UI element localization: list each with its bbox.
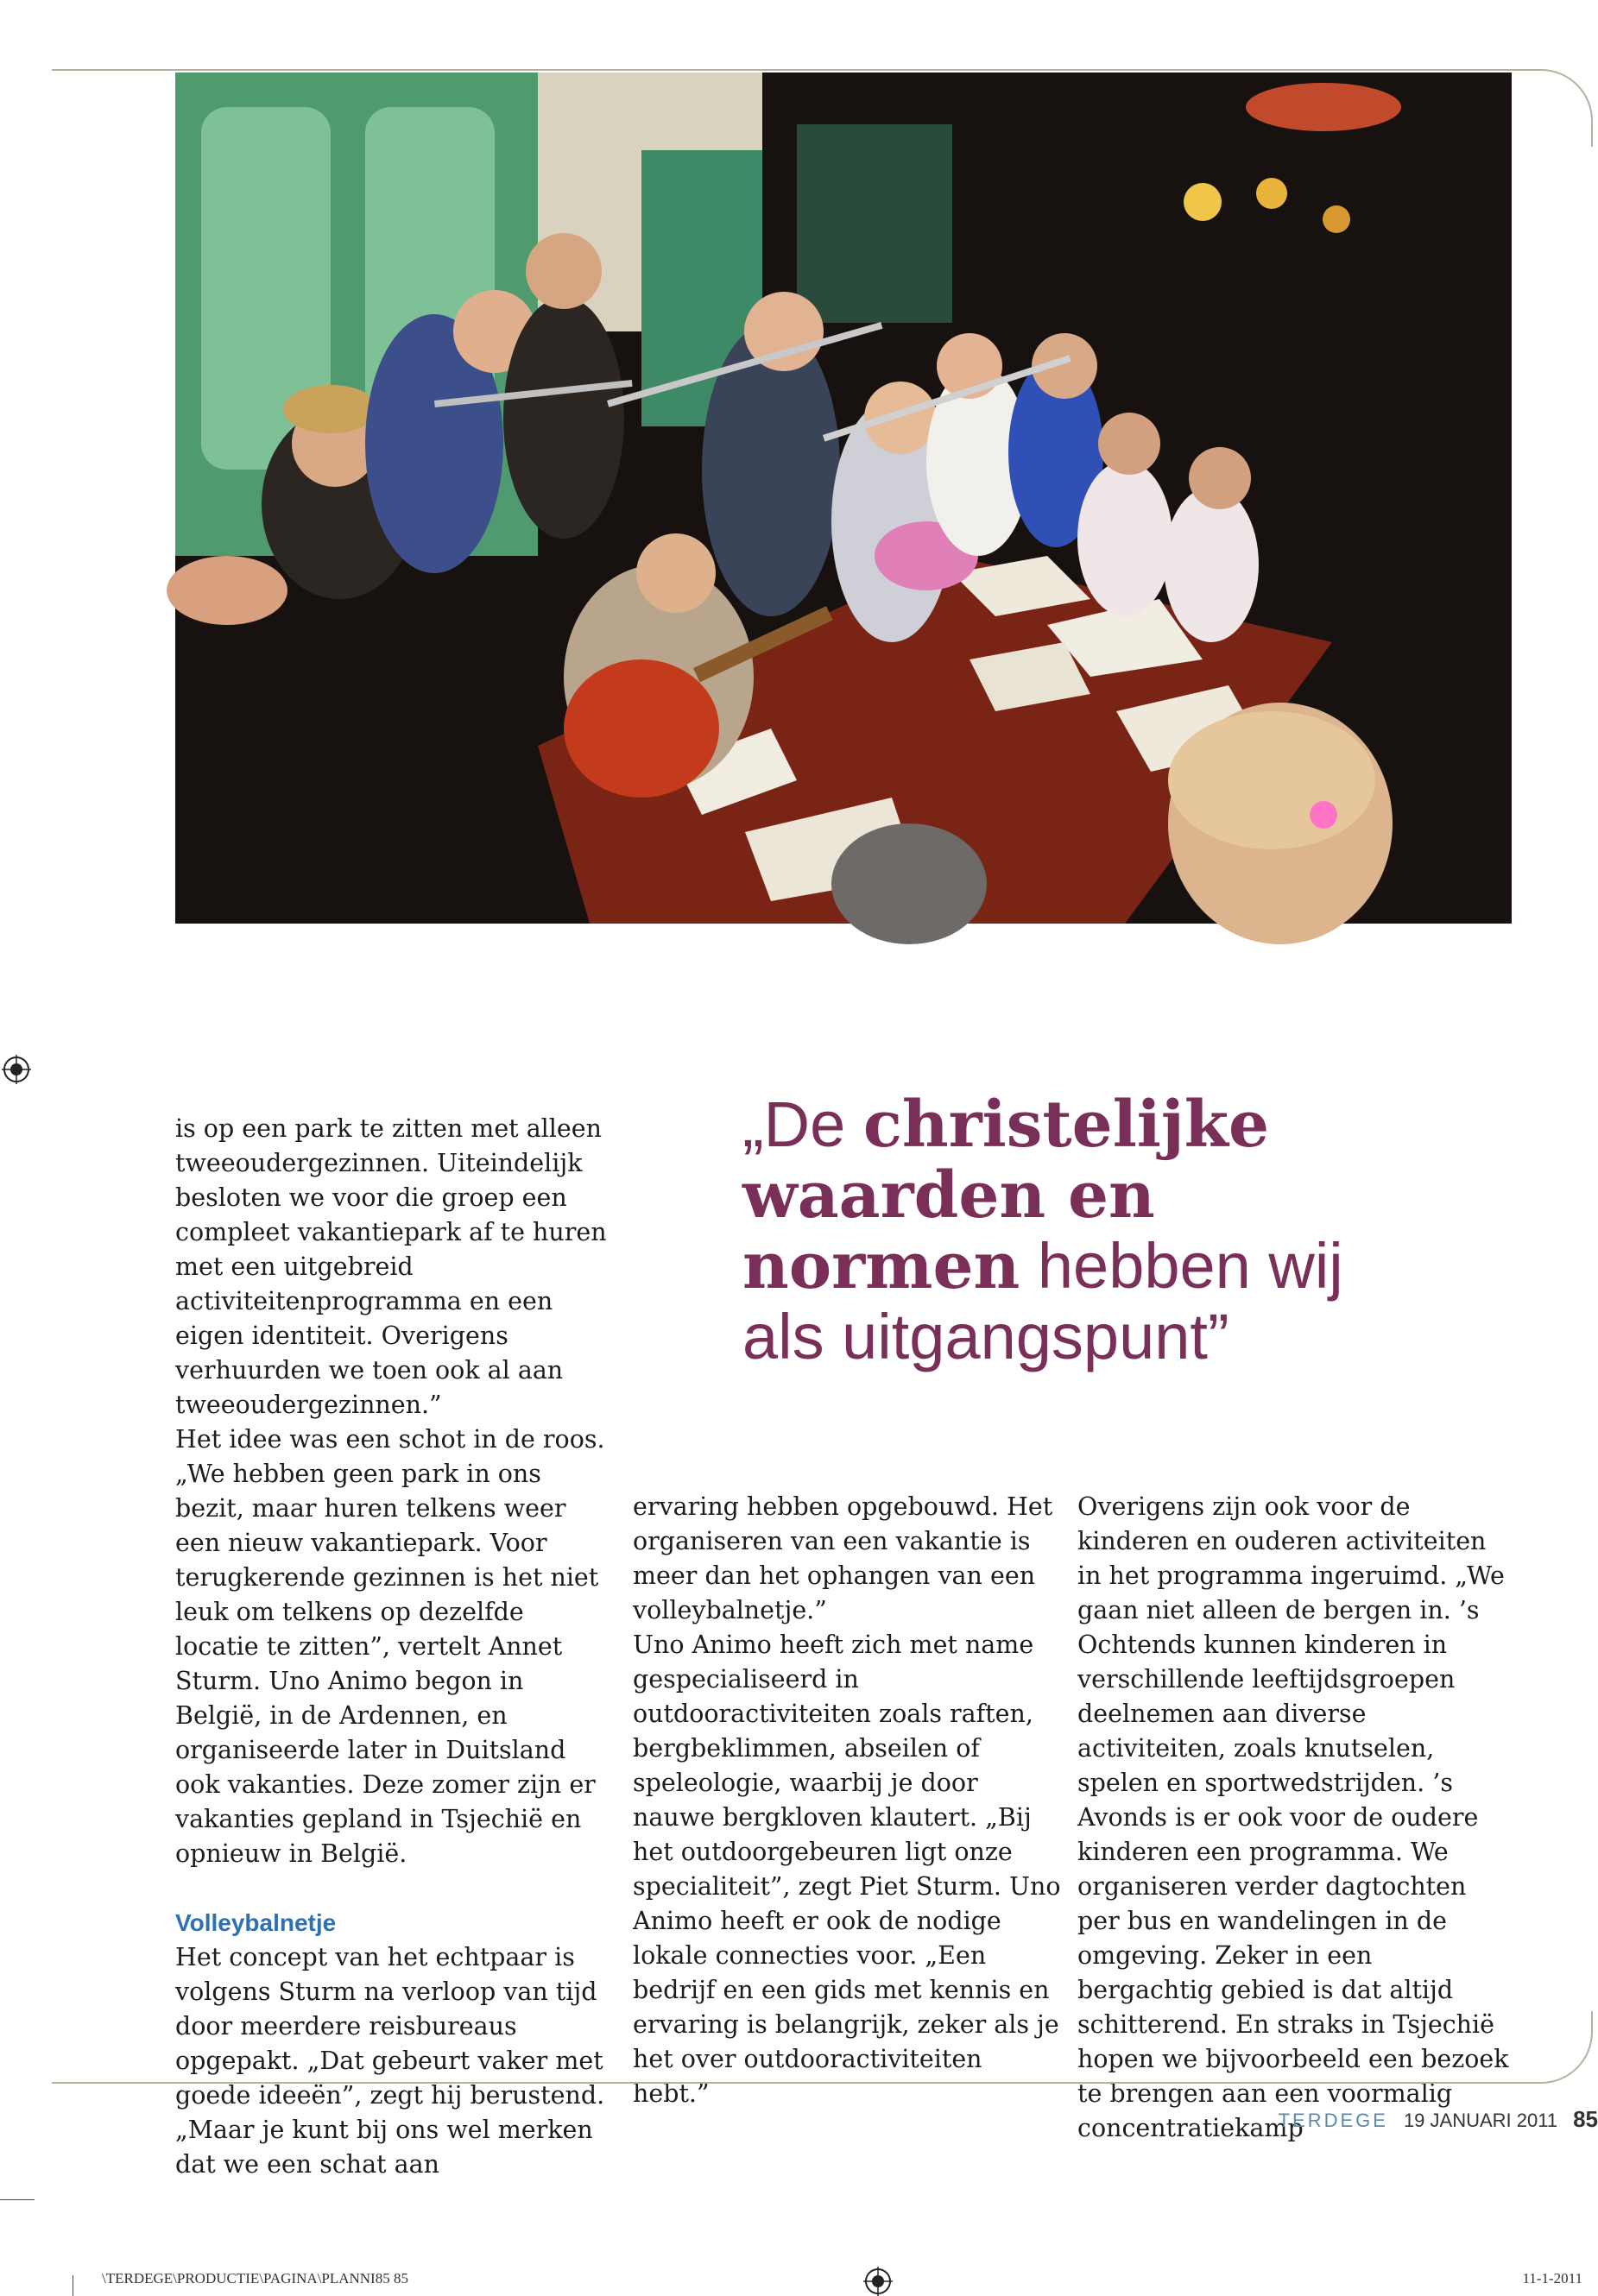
slug-date: 11-1-2011 [1522,2270,1582,2287]
pull-quote [742,1089,1399,1372]
slug-path: \TERDEGE\PRODUCTIE\PAGINA\PLANNI85 85 [102,2270,408,2287]
page-footer [1278,2106,1598,2141]
pull-quote-rest: hebben wij als uitgangspunt” [742,1230,1343,1372]
page-number: 85 [1573,2106,1598,2132]
pull-quote-open: „De [742,1088,863,1160]
subheading: Volleybalnetje [175,1909,337,1936]
column-3-paragraph: Overigens zijn ook voor de kinderen en ouderen activiteiten in het programma ingeruimd. „We gaan niet alleen de bergen in. ’s Ochtends kunnen kinderen in verschillende leeftijdsgroepen deelnemen aan diverse activiteiten, zoals knutselen, spelen en sportwedstrijden. ’s Avonds is er ook voor de oudere kinderen een programma. We organiseren verder dagtochten per bus en wandelingen in de omgeving. Zeker in een bergachtig gebied is dat altijd schitterend. En straks in Tsjechië hopen we bijvoorbeeld een bezoek te brengen aan een voormalig concentratiekamp [1077,1492,1509,2142]
bottom-rule [52,2082,1537,2084]
column-1 [175,1112,607,2182]
column-1-paragraph: Het concept van het echtpaar is volgens Sturm na verloop van tijd door meerdere reisbureaus opgepakt. „Dat gebeurt vaker met goede ideeën”, zegt hij berustend. „Maar je kunt bij ons wel merken dat we een schat aan [175,1943,605,2179]
issue-date: 19 JANUARI 2011 [1403,2110,1558,2131]
column-2 [633,1490,1064,2111]
crop-mark [0,2199,35,2200]
article-photo [175,73,1512,924]
column-1-paragraph: Het idee was een schot in de roos. „We hebben geen park in ons bezit, maar huren telkens weer een nieuw vakantiepark. Voor terugkerende gezinnen is het niet leuk om telkens op dezelfde locatie te zitten”, vertelt Annet Sturm. Uno Animo begon in België, in de Ardennen, en organiseerde later in Duitsland ook vakanties. Deze zomer zijn er vakanties gepland in Tsjechië en opnieuw in België. [175,1425,605,1868]
column-2-paragraph: Uno Animo heeft zich met name gespecialiseerd in outdooractiviteiten zoals raften, bergbeklimmen, abseilen of speleologie, waarbij je door nauwe bergkloven klautert. „Bij het outdoorgebeuren ligt onze specialiteit”, zegt Piet Sturm. Uno Animo heeft er ook de nodige lokale connecties voor. „Een bedrijf en een gids met kennis en ervaring is belangrijk, zeker als je het over outdooractiviteiten hebt.” [633,1631,1061,2108]
registration-mark-icon [2,1055,31,1084]
magazine-name: TERDEGE [1278,2110,1388,2131]
top-corner-ornament [1532,69,1593,147]
photo-illustration [175,73,1512,924]
registration-mark-icon [863,2267,893,2296]
top-rule [52,69,1537,71]
bottom-corner-ornament [1532,2011,1593,2084]
column-2-paragraph: ervaring hebben opgebouwd. Het organiseren van een vakantie is meer dan het ophangen van een volleybalnetje.” [633,1492,1053,1624]
column-1-paragraph: is op een park te zitten met alleen tweeoudergezinnen. Uiteindelijk besloten we voor die groep een compleet vakantiepark af te huren met een uitgebreid activiteitenprogramma en een eigen identiteit. Overigens verhuurden we toen ook al aan tweeoudergezinnen.” [175,1114,607,1419]
column-3 [1077,1490,1509,2146]
pull-quote-emphasis: christelijke waarden en normen [742,1088,1270,1303]
